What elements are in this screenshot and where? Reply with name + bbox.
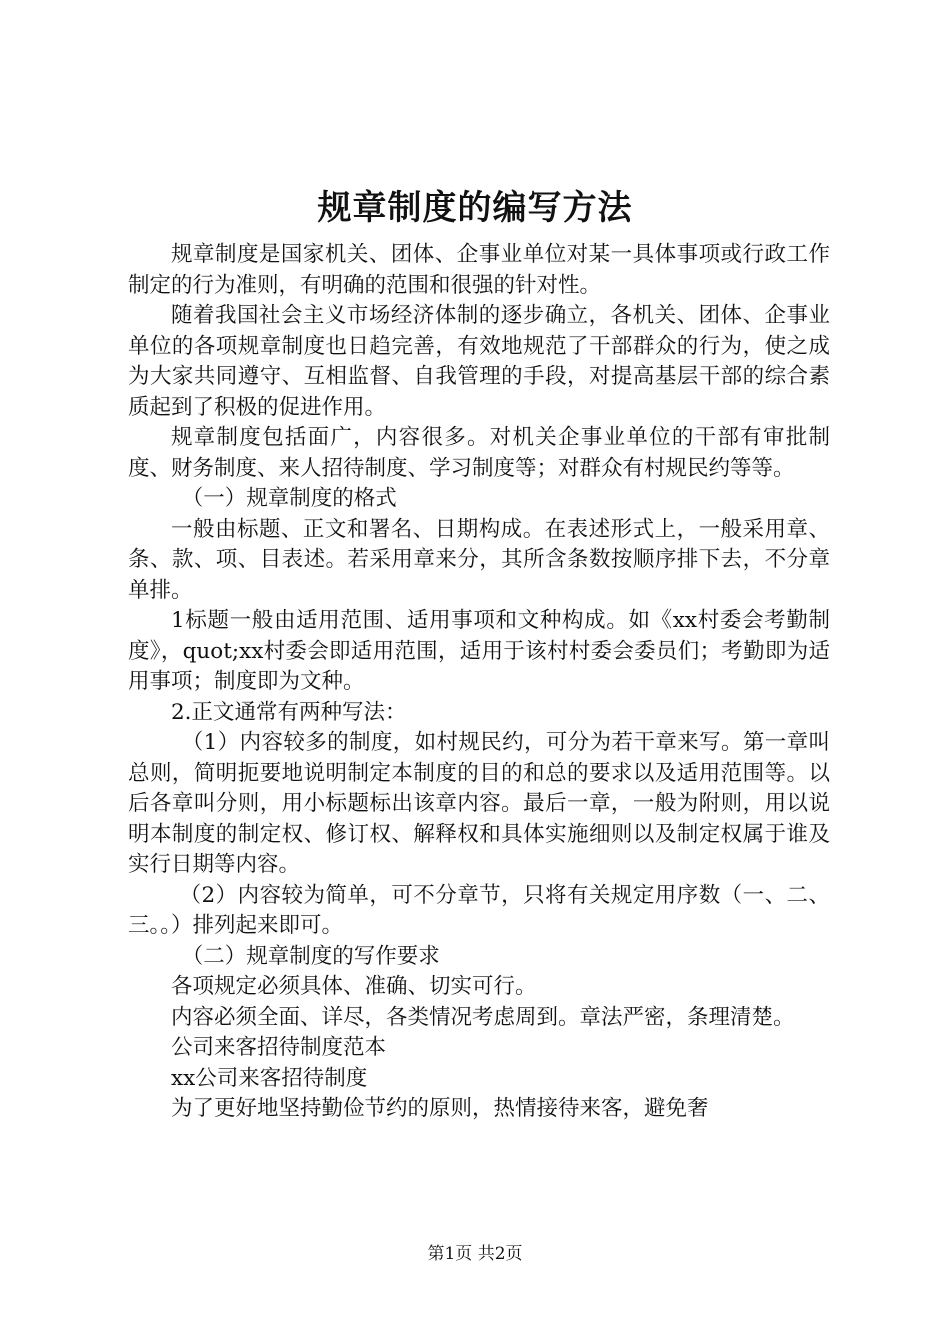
section-heading: （一）规章制度的格式 [181, 486, 397, 511]
paragraph: 公司来客招待制度范本 [171, 1035, 387, 1060]
paragraph: 各项规定必须具体、准确、切实可行。 [171, 974, 537, 999]
paragraph: （2）内容较为简单，可不分章节，只将有关规定用序数（一、二、三。。）排列起来即可。 [128, 882, 830, 938]
paragraph: （1）内容较多的制度，如村规民约，可分为若干章来写。第一章叫总则，简明扼要地说明制定本制度的目的和总的要求以及适用范围等。以后各章叫分则，用小标题标出该章内容。最后一章，一般为附则，用以说明本制度的制定权、修订权、解释权和具体实施细则以及制定权属于谁及实行日期等内容。 [128, 730, 830, 877]
paragraph: 为了更好地坚持勤俭节约的原则，热情接待来客，避免奢 [171, 1096, 709, 1121]
paragraph: 内容必须全面、详尽，各类情况考虑周到。章法严密，条理清楚。 [171, 1004, 795, 1030]
paragraph: 随着我国社会主义市场经济体制的逐步确立，各机关、团体、企事业单位的各项规章制度也日趋完善，有效地规范了干部群众的行为，使之成为大家共同遵守、互相监督、自我管理的手段，对提高基层干部的综合素质起到了积极的促进作用。 [128, 303, 830, 420]
page-footer: 第1页 共2页 [427, 1244, 523, 1264]
document-body [128, 240, 830, 1125]
paragraph: 一般由标题、正文和署名、日期构成。在表述形式上，一般采用章、条、款、项、目表述。若采用章来分，其所含条数按顺序排下去，不分章单排。 [128, 516, 830, 603]
document-title: 规章制度的编写方法 [317, 188, 633, 228]
paragraph: 2.正文通常有两种写法： [171, 699, 407, 725]
paragraph: 1标题一般由适用范围、适用事项和文种构成。如《xx村委会考勤制度》，quot;xx村委会即适用范围，适用于该村村委会委员们；考勤即为适用事项；制度即为文种。 [128, 608, 830, 694]
paragraph: 规章制度包括面广，内容很多。对机关企事业单位的干部有审批制度、财务制度、来人招待制度、学习制度等；对群众有村规民约等等。 [128, 425, 830, 481]
paragraph: xx公司来客招待制度 [171, 1065, 368, 1091]
section-heading: （二）规章制度的写作要求 [181, 943, 440, 969]
paragraph: 规章制度是国家机关、团体、企事业单位对某一具体事项或行政工作制定的行为准则，有明确的范围和很强的针对性。 [128, 242, 830, 298]
